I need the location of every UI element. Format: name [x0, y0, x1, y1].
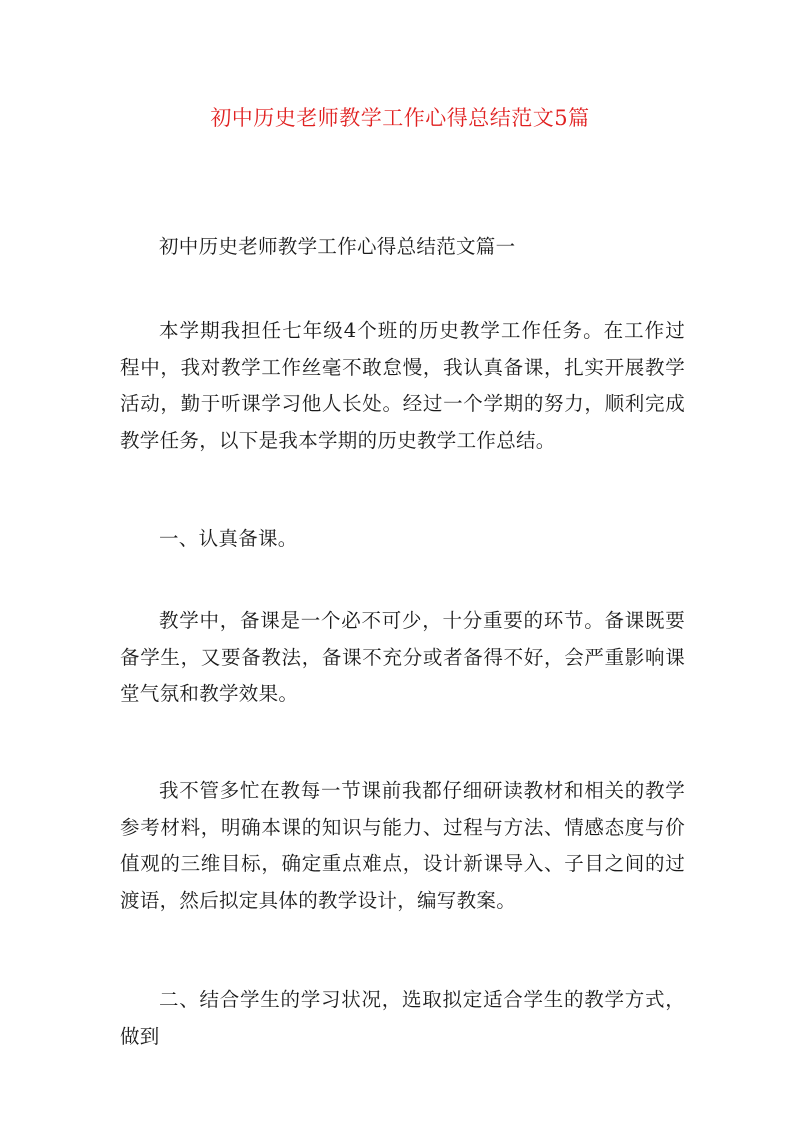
document-title: 初中历史老师教学工作心得总结范文5篇 — [210, 106, 590, 130]
paragraph-intro: 本学期我担任七年级4个班的历史教学工作任务。在工作过程中，我对教学工作丝毫不敢怠慢，我认真备课，扎实开展教学活动，勤于听课学习他人长处。经过一个学期的努力，顺利完成教学任务，以下是我本学期的历史教学工作总结。 — [120, 319, 685, 452]
section-heading-2: 二、结合学生的学习状况，选取拟定适合学生的教学方式，做到 — [120, 988, 685, 1048]
paragraph-lesson-planning: 我不管多忙在教每一节课前我都仔细研读教材和相关的教学参考材料，明确本课的知识与能力、过程与方法、情感态度与价值观的三维目标，确定重点难点，设计新课导入、子目之间的过渡语，然后拟定具体的教学设计，编写教案。 — [120, 779, 685, 912]
paragraph-preparation: 教学中，备课是一个必不可少，十分重要的环节。备课既要备学生，又要备教法，备课不充分或者备得不好，会严重影响课堂气氛和教学效果。 — [120, 609, 685, 705]
section-heading-1: 一、认真备课。 — [159, 527, 298, 550]
section-subtitle: 初中历史老师教学工作心得总结范文篇一 — [159, 235, 516, 258]
